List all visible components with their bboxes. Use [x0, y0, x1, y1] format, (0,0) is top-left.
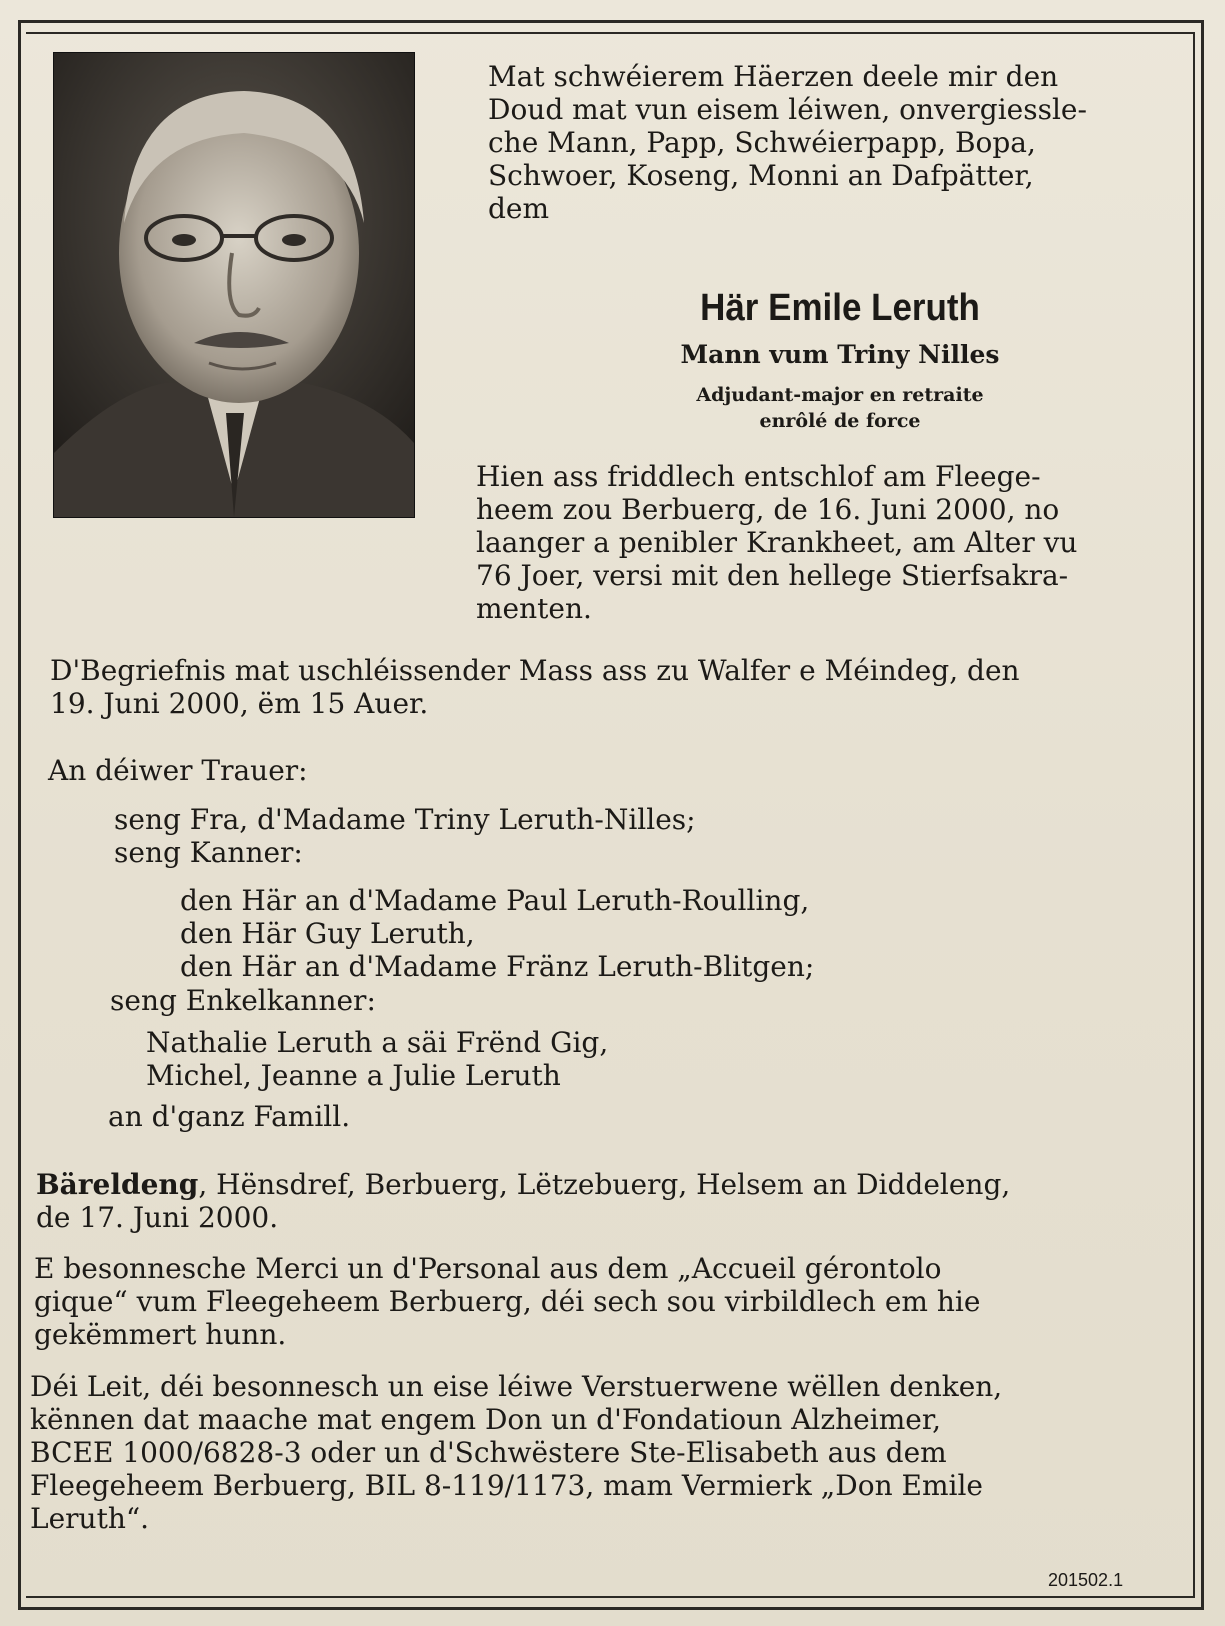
reference-code: 201502.1 — [1048, 1570, 1124, 1590]
places-date: de 17. Juni 2000. — [36, 1201, 279, 1234]
intro-line: Schwoer, Koseng, Monni an Dafpätter, — [488, 159, 1034, 192]
donation-line: Leruth“. — [30, 1502, 150, 1535]
intro-line: Mat schwéierem Häerzen deele mir den — [488, 60, 1059, 93]
grandchildren-list — [146, 1026, 608, 1092]
place-bold: Bäreldeng — [36, 1168, 199, 1201]
thanks-line: gique“ vum Fleegeheem Berbuerg, déi sech sou virbildlech em hie — [34, 1285, 981, 1318]
donation-paragraph — [30, 1370, 1002, 1535]
mourner-wife: seng Fra, d'Madame Triny Leruth-Nilles; — [114, 803, 696, 836]
thanks-line: gekëmmert hunn. — [34, 1318, 287, 1351]
intro-line: dem — [488, 192, 550, 225]
thanks-line: E besonnesche Merci un d'Personal aus dem „Accueil gérontolo — [34, 1252, 942, 1285]
child-entry: den Här an d'Madame Paul Leruth-Roulling, — [180, 884, 810, 917]
mourners-heading: An déiwer Trauer: — [48, 754, 308, 787]
children-list — [180, 884, 814, 983]
child-entry: den Här Guy Leruth, — [180, 917, 475, 950]
donation-line: BCEE 1000/6828-3 oder un d'Schwëstere Ste-Elisabeth aus dem — [30, 1436, 947, 1469]
death-paragraph — [476, 460, 1077, 625]
grandchild-entry: Michel, Jeanne a Julie Leruth — [146, 1059, 561, 1092]
conscription-line: enrôlé de force — [759, 410, 921, 432]
death-line: Hien ass friddlech entschlof am Fleege- — [476, 460, 1041, 493]
places-line — [36, 1168, 1010, 1201]
death-line: menten. — [476, 592, 592, 625]
intro-paragraph — [488, 60, 1087, 225]
donation-line: Fleegeheem Berbuerg, BIL 8-119/1173, mam Vermierk „Don Emile — [30, 1469, 983, 1502]
funeral-line: D'Begriefnis mat uschléissender Mass ass zu Walfer e Méindeg, den — [50, 654, 1020, 687]
grandchild-entry: Nathalie Leruth a säi Frënd Gig, — [146, 1026, 609, 1059]
spouse-line: Mann vum Triny Nilles — [680, 340, 1000, 369]
funeral-line: 19. Juni 2000, ëm 15 Auer. — [50, 687, 429, 720]
rank-line: Adjudant-major en retraite — [696, 384, 984, 406]
death-line: heem zou Berbuerg, de 16. Juni 2000, no — [476, 493, 1060, 526]
children-label: seng Kanner: — [114, 836, 303, 869]
grandchildren-label: seng Enkelkanner: — [110, 984, 376, 1017]
donation-line: kënnen dat maache mat engem Don un d'Fondatioun Alzheimer, — [30, 1403, 942, 1436]
funeral-paragraph — [50, 654, 1020, 720]
intro-line: Doud mat vun eisem léiwen, onvergiessle- — [488, 93, 1087, 126]
death-line: laanger a penibler Krankheet, am Alter vu — [476, 526, 1078, 559]
donation-line: Déi Leit, déi besonnesch un eise léiwe Verstuerwene wëllen denken, — [30, 1370, 1003, 1403]
family-line: an d'ganz Famill. — [108, 1100, 351, 1133]
child-entry: den Här an d'Madame Fränz Leruth-Blitgen; — [180, 950, 815, 983]
places-paragraph — [36, 1168, 1010, 1234]
places-rest: , Hënsdref, Berbuerg, Lëtzebuerg, Helsem an Diddeleng, — [198, 1168, 1011, 1201]
thanks-paragraph — [34, 1252, 980, 1351]
intro-line: che Mann, Papp, Schwéierpapp, Bopa, — [488, 126, 1036, 159]
death-line: 76 Joer, versi mit den hellege Stierfsakra- — [476, 559, 1069, 592]
portrait-photo — [53, 52, 415, 518]
deceased-name: Här Emile Leruth — [700, 287, 980, 329]
